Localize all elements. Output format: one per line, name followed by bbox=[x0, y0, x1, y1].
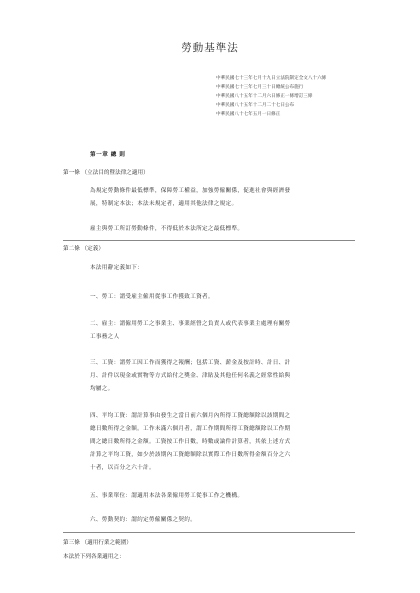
text-line: 為規定勞動條件最低標準，保障勞工權益，加強勞僱關係，促進社會與經濟發 bbox=[90, 188, 291, 194]
text-line: 二、雇主：謂僱用勞工之事業主、事業經營之負責人或代表事業主處理有關勞 bbox=[90, 321, 291, 327]
history-line: 中華民國七十三年七月十九日立法院制定全文八十六條 bbox=[216, 76, 327, 81]
article-2-definition-4 bbox=[90, 410, 360, 475]
document-title: 勞動基準法 bbox=[181, 42, 239, 54]
text-line: 均屬之。 bbox=[90, 386, 114, 392]
text-line: 六、勞動契約：謂約定勞僱關係之契約。 bbox=[90, 517, 197, 523]
history-line: 中華民國八十五年十二月二十七日公布 bbox=[216, 103, 295, 108]
text-line: 展，特制定本法；本法未規定者，適用其他法律之規定。 bbox=[90, 201, 238, 207]
text-line: 五、事業單位：謂適用本法各業僱用勞工從事工作之機構。 bbox=[90, 493, 244, 499]
amendment-history bbox=[216, 74, 326, 119]
chapter-heading: 第一章 總 則 bbox=[90, 152, 126, 158]
text-line: 雇主與勞工所訂勞動條件，不得低於本法所定之最低標準。 bbox=[90, 226, 244, 232]
article-2-intro bbox=[90, 262, 360, 275]
article-3-paragraph-1: 本法於下列各業適用之： bbox=[63, 554, 125, 560]
article-1-heading: 第一條 （立法目的暨法律之適用） bbox=[63, 170, 149, 176]
article-1-paragraph-1 bbox=[90, 185, 360, 211]
text-line: 計算之平均工資，如少於該期內工資總額除以實際工作日數所得金額百分之六 bbox=[90, 452, 291, 458]
article-3-heading: 第三條 （適用行業之範圍） bbox=[63, 540, 132, 546]
history-line: 中華民國八十五年十二月六日修正一條增訂三條 bbox=[216, 94, 313, 99]
section-divider bbox=[63, 532, 355, 533]
text-line: 總日數所得之金額。工作未滿六個月者，謂工作期間所得工資總額除以工作期 bbox=[90, 426, 291, 432]
text-line: 四、平均工資：謂計算事由發生之當日前六個月內所得工資總額除以該期間之 bbox=[90, 413, 291, 419]
history-line: 中華民國七十三年七月三十日總統公布施行 bbox=[216, 85, 304, 90]
text-line: 間之總日數所得之金額。工資按工作日數，時數或論件計算者，其依上述方式 bbox=[90, 439, 291, 445]
text-line: 工事務之人 bbox=[90, 334, 120, 340]
article-2-definition-5 bbox=[90, 490, 360, 503]
history-line: 中華民國八十七年五月一日修正 bbox=[216, 112, 281, 117]
article-2-definition-1 bbox=[90, 291, 360, 304]
text-line: 三、工資：謂勞工因工作而獲得之報酬；包括工資、薪金及按計時、計日、計 bbox=[90, 360, 291, 366]
article-2-definition-3 bbox=[90, 357, 360, 396]
text-line: 本法用辭定義如下： bbox=[90, 265, 144, 271]
article-1-paragraph-2 bbox=[90, 223, 360, 236]
text-line: 一、勞工：謂受雇主僱用從事工作獲致工資者。 bbox=[90, 294, 214, 300]
text-line: 月、計件以現金或實物等方式給付之獎金、津貼及其他任何名義之經常性給與 bbox=[90, 373, 291, 379]
article-2-heading: 第二條 （定義） bbox=[63, 246, 104, 252]
text-line: 十者，以百分之六十計。 bbox=[90, 465, 155, 471]
article-2-definition-6 bbox=[90, 514, 360, 527]
section-divider bbox=[63, 240, 355, 241]
article-2-definition-2 bbox=[90, 318, 360, 344]
